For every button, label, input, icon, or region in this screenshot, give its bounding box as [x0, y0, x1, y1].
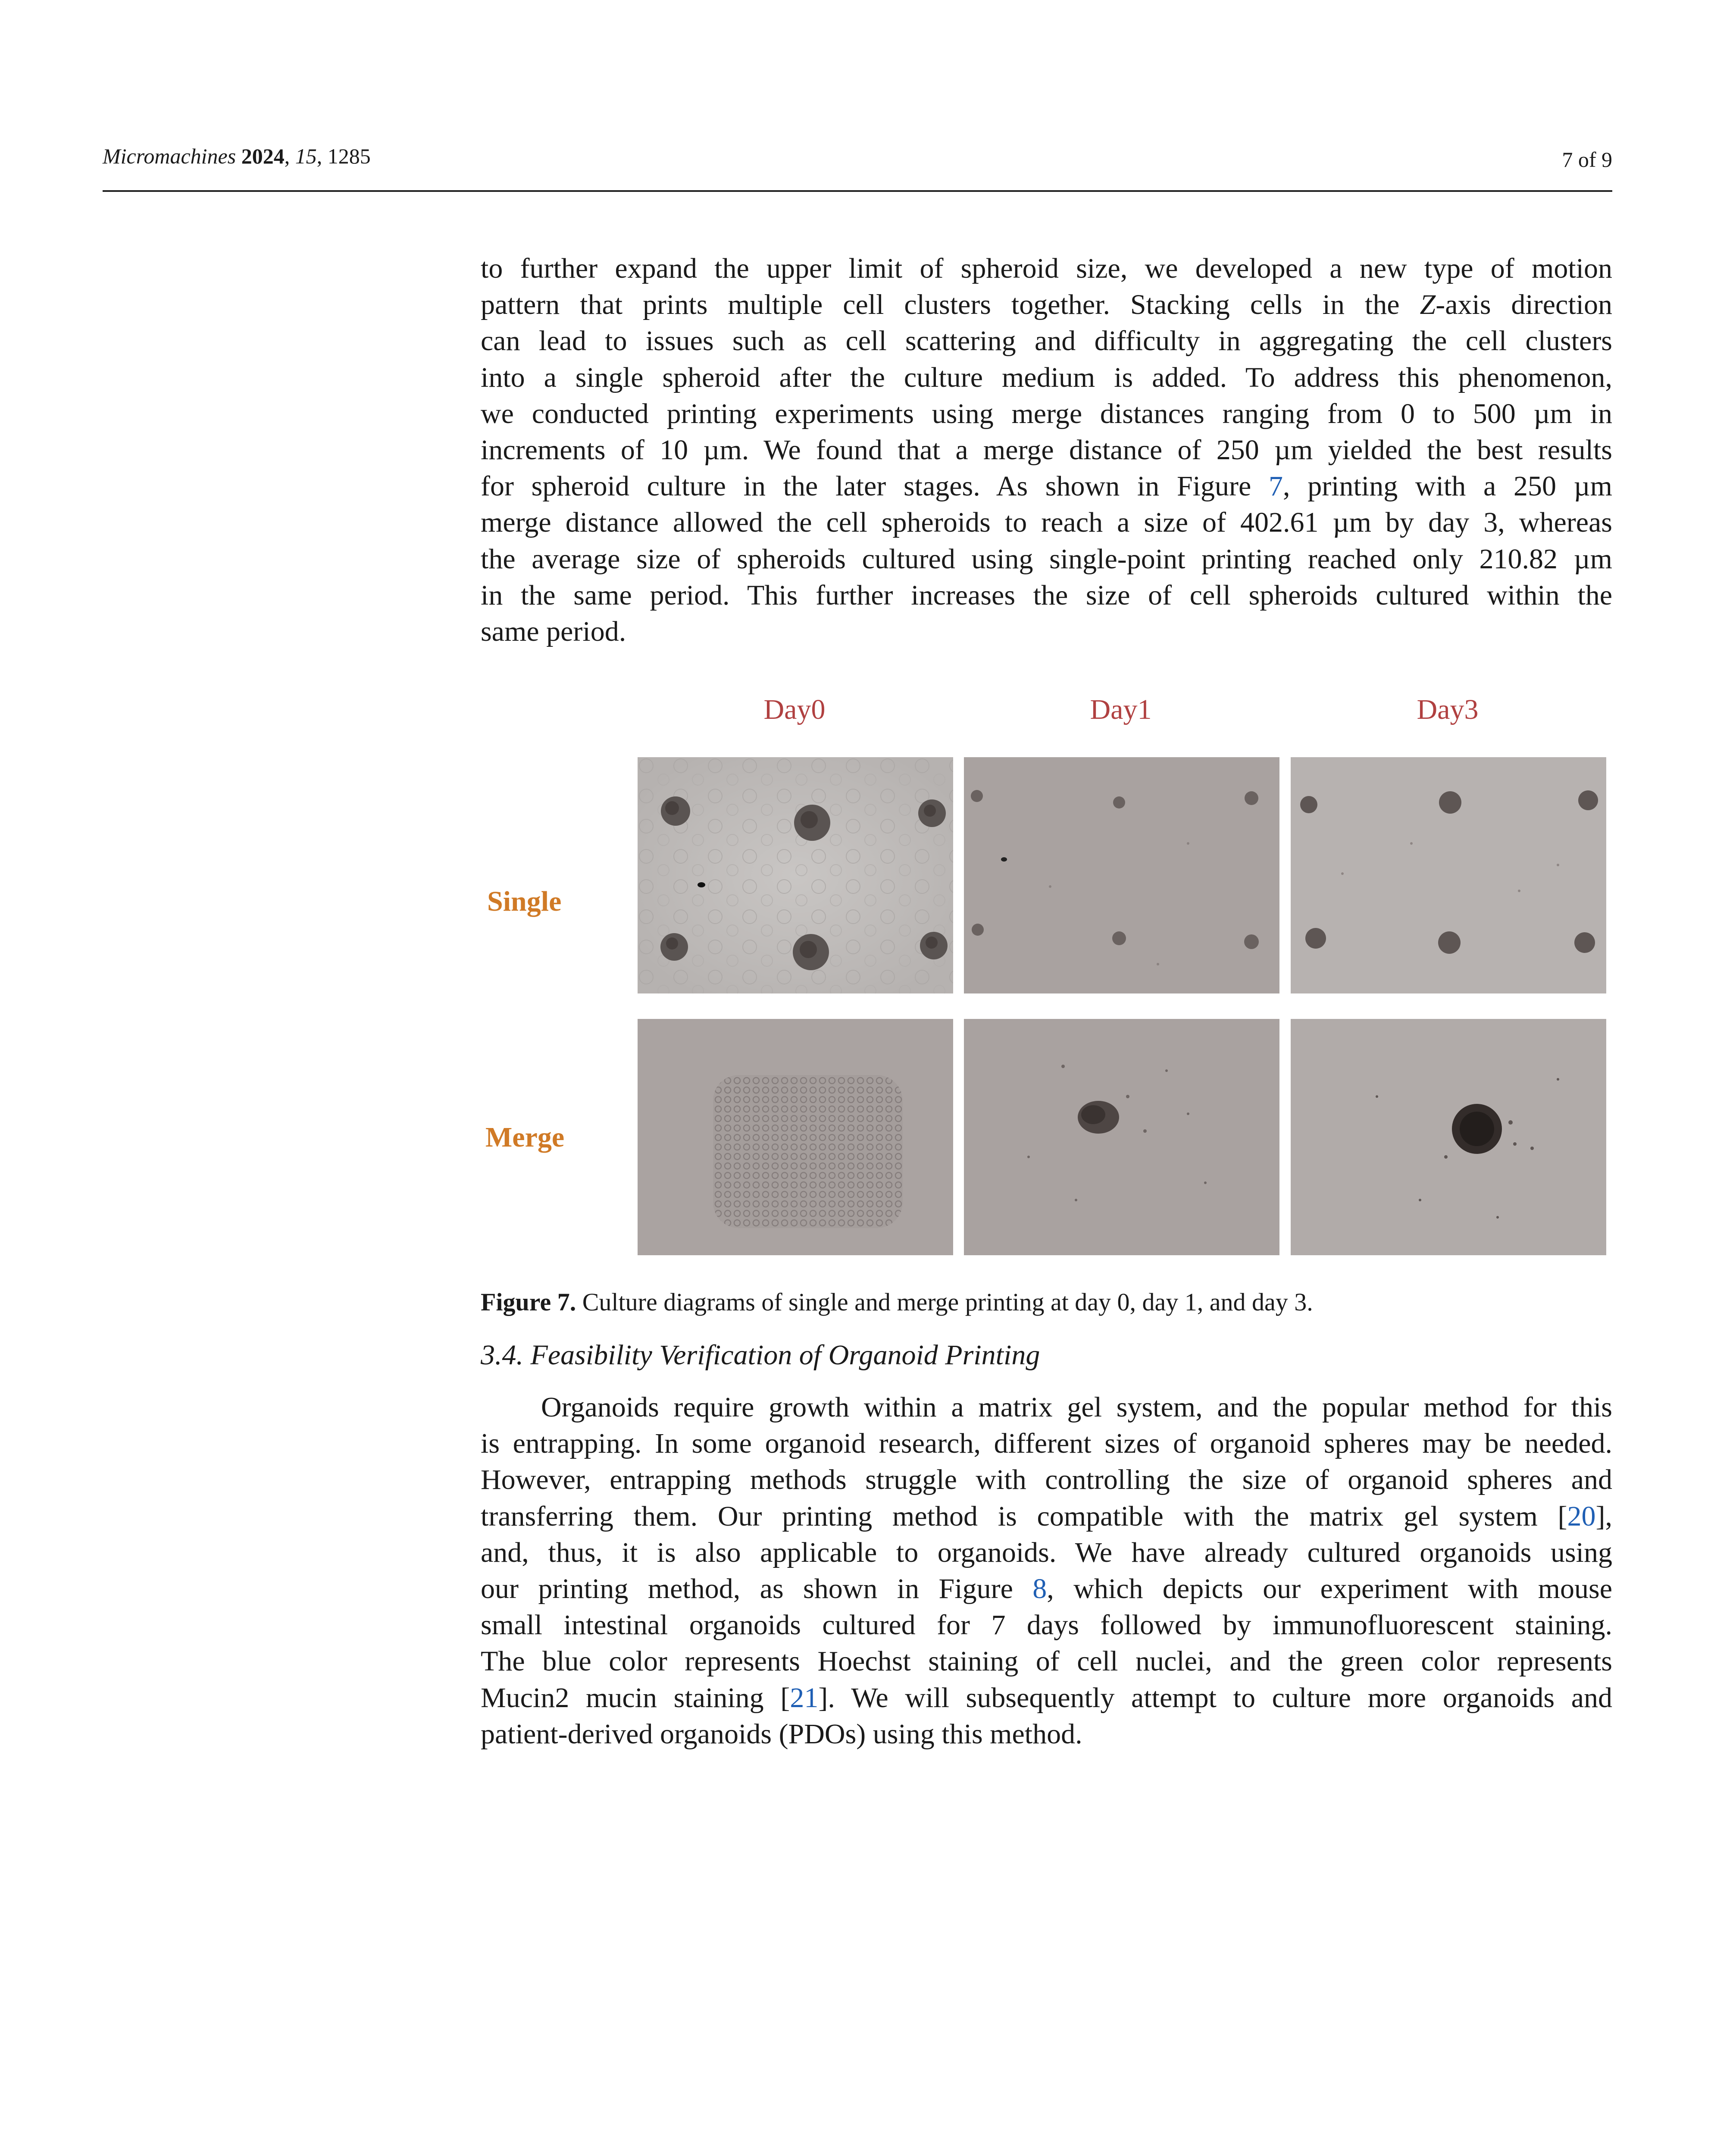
reference-20-link[interactable]: 20 [1567, 1500, 1596, 1532]
text-line: small intestinal organoids cultured for 7 days followed by immunofluorescent staining. [481, 1609, 1612, 1641]
text-line: we conducted printing experiments using merge distances ranging from 0 to 500 µm in [481, 398, 1612, 429]
reference-21-link[interactable]: 21 [790, 1682, 819, 1714]
text-line: to further expand the upper limit of spheroid size, we developed a new type of motion [481, 253, 1612, 284]
journal-name: Micromachines [103, 144, 236, 168]
header-divider [103, 190, 1612, 192]
journal-citation: Micromachines 2024, 15, 1285 [103, 144, 371, 168]
micrograph-single-day1 [964, 757, 1279, 993]
text-line: into a single spheroid after the culture medium is added. To address this phenomenon, [481, 361, 1612, 393]
row-label-merge: Merge [485, 1122, 565, 1153]
micrograph-single-day0 [638, 757, 953, 993]
row-label-single: Single [487, 886, 562, 917]
text-line: pattern that prints multiple cell clusters together. Stacking cells in the Z-axis direction [481, 289, 1613, 321]
figure-caption [481, 1287, 1313, 1317]
body-paragraph-1 [481, 251, 1612, 650]
page-number: 7 of 9 [1562, 147, 1612, 172]
caption-label: Figure 7. [481, 1288, 576, 1316]
figure-7-link[interactable]: 7 [1269, 470, 1283, 502]
text-line: for spheroid culture in the later stages. As shown in Figure 7, printing with a 250 µm [481, 470, 1613, 502]
text-line: However, entrapping methods struggle with controlling the size of organoid spheres and [481, 1464, 1612, 1496]
text-line: can lead to issues such as cell scattering and difficulty in aggregating the cell clusters [481, 325, 1612, 357]
text-line: in the same period. This further increases the size of cell spheroids cultured within the [481, 579, 1612, 611]
micrograph-merge-day3 [1291, 1019, 1606, 1255]
article-number: 1285 [327, 144, 371, 168]
text-line: merge distance allowed the cell spheroids to reach a size of 402.61 µm by day 3, whereas [481, 507, 1612, 539]
journal-year: 2024 [241, 144, 285, 168]
column-label-day1: Day1 [1090, 694, 1152, 725]
text-line: the average size of spheroids cultured using single-point printing reached only 210.82 µm [481, 543, 1612, 575]
column-label-day0: Day0 [763, 694, 826, 725]
text-line: increments of 10 µm. We found that a merge distance of 250 µm yielded the best results [481, 434, 1612, 466]
micrograph-single-day3 [1291, 757, 1606, 993]
text-line: Mucin2 mucin staining [21]. We will subsequently attempt to culture more organoids and [481, 1682, 1612, 1714]
text-line: transferring them. Our printing method is compatible with the matrix gel system [20], [481, 1500, 1612, 1532]
text-line: The blue color represents Hoechst staining of cell nuclei, and the green color represents [481, 1645, 1612, 1677]
body-paragraph-2 [481, 1389, 1612, 1752]
micrograph-merge-day1 [964, 1019, 1279, 1255]
journal-volume: 15 [295, 144, 317, 168]
text-line: our printing method, as shown in Figure 8, which depicts our experiment with mouse [481, 1573, 1612, 1605]
text-line: Organoids require growth within a matrix gel system, and the popular method for this [541, 1391, 1612, 1423]
caption-text: Culture diagrams of single and merge printing at day 0, day 1, and day 3. [576, 1288, 1313, 1316]
text-line: patient-derived organoids (PDOs) using this method. [481, 1718, 1082, 1750]
z-axis-symbol: Z [1420, 289, 1436, 321]
figure-8-link[interactable]: 8 [1032, 1573, 1047, 1605]
text-line: is entrapping. In some organoid research, different sizes of organoid spheres may be needed. [481, 1428, 1612, 1460]
text-line: same period. [481, 616, 626, 648]
section-heading: 3.4. Feasibility Verification of Organoid Printing [481, 1339, 1040, 1371]
column-label-day3: Day3 [1417, 694, 1479, 725]
text-line: and, thus, it is also applicable to organoids. We have already cultured organoids using [481, 1536, 1612, 1568]
page-header [103, 143, 1612, 173]
micrograph-merge-day0 [638, 1019, 953, 1255]
